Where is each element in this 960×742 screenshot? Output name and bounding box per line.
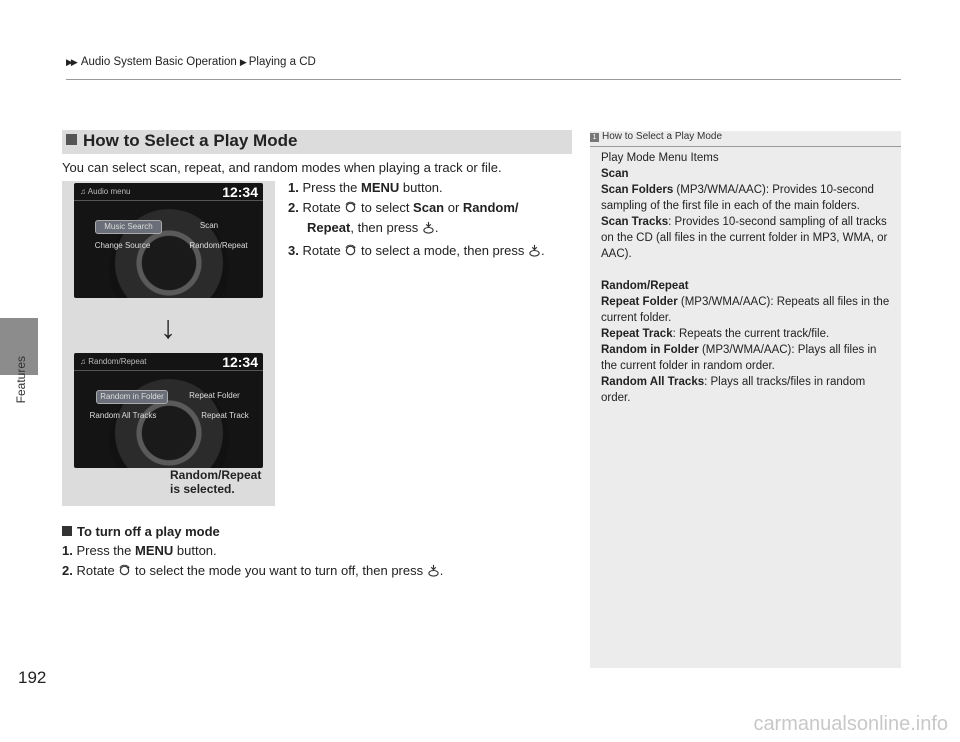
double-triangle-icon: ▶▶ [66,57,76,67]
note-line: Random in Folder (MP3/WMA/AAC): Plays all files in the current folder in random order. [601,344,877,372]
section-title: How to Select a Play Mode [66,131,297,151]
breadcrumb-level-2: Playing a CD [248,56,316,68]
image-caption: Random/Repeat is selected. [170,468,262,496]
step-2-cont: Repeat, then press . [307,220,439,235]
note-line: Random/Repeat [601,280,689,292]
step-2: 2. Rotate to select Scan or Random/ [288,200,519,215]
triangle-icon: ▶ [239,57,245,67]
note-blank [601,262,893,278]
menu-item-repeat-track: Repeat Track [201,411,249,420]
step-3: 3. Rotate to select a mode, then press . [288,243,545,258]
note-line: Repeat Track: Repeats the current track/file. [601,328,830,340]
note-marker-icon: 1 [590,133,599,142]
clock: 12:34 [222,184,258,200]
turn-off-step-2: 2. Rotate to select the mode you want to turn off, then press . [62,563,444,578]
header-rule [66,79,901,80]
turn-off-step-1: 1. Press the MENU button. [62,543,217,558]
step-1: 1. Press the MENU button. [288,180,443,195]
note-line: Scan Folders (MP3/WMA/AAC): Provides 10-second sampling of the first file in each of the main folders. [601,184,874,212]
page-number: 192 [18,668,47,687]
push-knob-icon [528,244,541,257]
note-rule [590,146,901,147]
menu-item-random-repeat: Random/Repeat [189,241,248,250]
menu-item-random-all-tracks: Random All Tracks [89,411,157,420]
side-tab-label: Features [14,356,28,404]
menu-item-music-search: Music Search [95,220,162,234]
watermark: carmanualsonline.info [753,713,948,735]
menu-item-repeat-folder: Repeat Folder [189,391,240,400]
screen-title: ♫ Audio menu [80,187,131,196]
note-line: Scan Tracks: Provides 10-second sampling of all tracks on the CD (all files in the current folder in MP3, WMA, or AAC). [601,216,888,260]
down-arrow-icon: ↓ [160,309,176,345]
breadcrumb [66,56,316,68]
selector-knob-icon [344,201,357,214]
clock: 12:34 [222,354,258,370]
note-line: Random All Tracks: Plays all tracks/files in random order. [601,376,866,404]
menu-item-random-in-folder: Random in Folder [96,390,168,404]
turn-off-heading: To turn off a play mode [62,524,220,539]
note-body [601,150,893,406]
selector-knob-icon [118,564,131,577]
note-line: Repeat Folder (MP3/WMA/AAC): Repeats all files in the current folder. [601,296,890,324]
push-knob-icon [422,221,435,234]
square-bullet-icon [66,134,77,145]
square-bullet-icon [62,526,72,536]
breadcrumb-level-1: Audio System Basic Operation [80,56,237,68]
intro-text: You can select scan, repeat, and random modes when playing a track or file. [62,160,502,175]
push-knob-icon [427,564,440,577]
note-line: Scan [601,168,629,180]
screen-divider [74,370,263,371]
screen-divider [74,200,263,201]
selector-knob-icon [344,244,357,257]
screen-title: ♫ Random/Repeat [80,357,147,366]
menu-item-change-source: Change Source [94,241,151,250]
random-repeat-screen [74,353,263,468]
note-title: 1 How to Select a Play Mode [590,131,722,142]
note-line: Play Mode Menu Items [601,152,719,164]
audio-menu-screen [74,183,263,298]
menu-item-scan: Scan [199,221,219,230]
